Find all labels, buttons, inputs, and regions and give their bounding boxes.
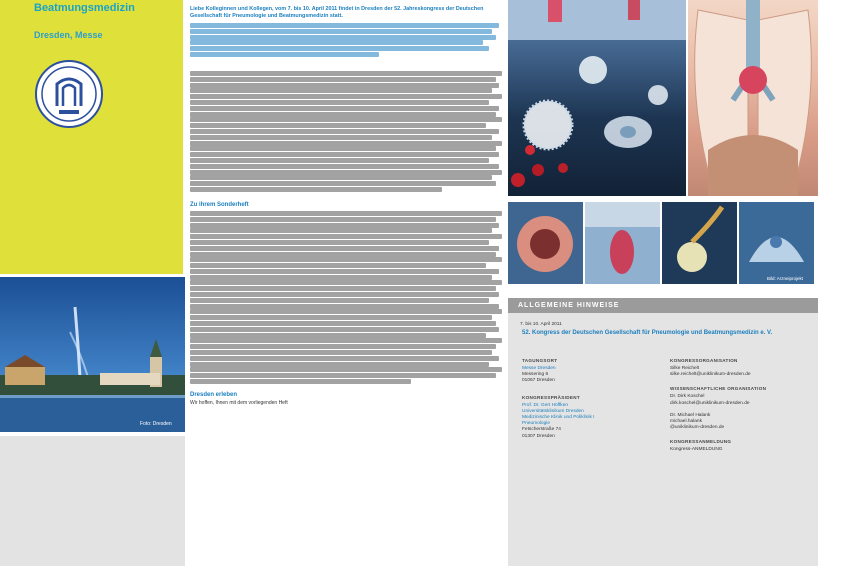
org-line-1: Silke Reichelt [670, 366, 700, 371]
thumb-cell [662, 202, 737, 284]
thumb-bronchus [508, 202, 583, 284]
last-line: Wir hoffen, Ihnen mit dem vorliegenden Heft [190, 400, 288, 407]
info-date: 7. bis 10. April 2011 [520, 322, 562, 327]
venue-line-2: Messering 6 [522, 372, 549, 378]
sci-org-label: WISSENSCHAFTLICHE ORGANISATION [670, 386, 767, 392]
person3-line-2: michael.halank [670, 419, 702, 425]
thumb-tissue [585, 202, 660, 284]
tissue-thumbnail-image [585, 202, 660, 284]
president-label: KONGRESSPRÄSIDENT [522, 394, 580, 400]
thumb-caption: Bild: Arzneiprojekt [767, 276, 804, 281]
intro-paragraph: Liebe Kolleginnen und Kollegen, vom 7. bis 10. April 2011 findet in Dresden der 52. Jahreskongress der Deutschen Gesellschaft für Pneumologie und Beatmungsmedizin statt. [190, 6, 484, 19]
president-line-6: 01307 Dresden [522, 433, 555, 439]
lung-illustration [688, 0, 818, 196]
president-line-4: Pneumologie [522, 421, 551, 427]
registration-label: KONGRESSANMELDUNG [670, 439, 732, 445]
general-info-box [508, 298, 818, 566]
info-left-column [522, 358, 662, 440]
congress-title: 52. Kongress der Deutschen Gesellschaft für Pneumologie und Beatmungsmedizin e. V. [522, 330, 773, 336]
person3-line-1: Dr. Michael Halank [670, 412, 711, 418]
intro-text-lines [190, 23, 505, 57]
photo-caption: Foto: Dresden [140, 421, 172, 427]
body-text-block-1 [190, 71, 505, 192]
left-gray-panel [0, 436, 185, 566]
society-logo [35, 60, 103, 128]
dresden-photo [0, 277, 185, 432]
thumb-alveoli [739, 202, 814, 284]
article-text-column [190, 0, 505, 566]
sci-line-2: dirk.koschel@uniklinikum-dresden.de [670, 400, 750, 406]
bronchus-thumbnail-image [508, 202, 583, 284]
venue-line-3: 01067 Dresden [522, 378, 555, 384]
society-logo-icon [37, 62, 101, 126]
yellow-title-panel [0, 0, 183, 274]
org-label: KONGRESSORGANISATION [670, 358, 738, 363]
venue-label: TAGUNGSORT [522, 358, 558, 363]
section-heading-1: Zu ihrem Sonderheft [190, 201, 249, 208]
dresden-skyline-image [0, 277, 185, 432]
person3-line-3: @uniklinikum-dresden.de [670, 425, 725, 431]
sci-line-1: Dr. Dirk Koschel [670, 394, 705, 400]
info-header: ALLGEMEINE HINWEISE [508, 298, 818, 313]
cells-illustration-image [508, 0, 686, 196]
president-line-1: Prof. Dr. Gert Höffken [522, 402, 569, 408]
cells-illustration [508, 0, 686, 196]
org-line-2: silke.reichelt@uniklinikum-dresden.de [670, 372, 751, 378]
venue-line-1: Messe Dresden [522, 366, 556, 371]
lung-illustration-image [688, 0, 818, 196]
cell-thumbnail-image [662, 202, 737, 284]
info-right-column [670, 358, 810, 454]
subtitle: Beatmungsmedizin [34, 2, 135, 14]
registration-line: Kongress-ANMELDUNG [670, 447, 723, 453]
section-heading-2: Dresden erleben [190, 392, 238, 399]
location-label: Dresden, Messe [34, 30, 103, 40]
president-line-2: Universitätsklinikum Dresden [522, 408, 584, 414]
body-text-block-2 [190, 211, 505, 384]
president-line-5: Fetscherstraße 74 [522, 427, 561, 433]
president-line-3: Medizinische Klinik und Poliklinik I [522, 415, 595, 421]
alveoli-thumbnail-image [739, 202, 814, 284]
